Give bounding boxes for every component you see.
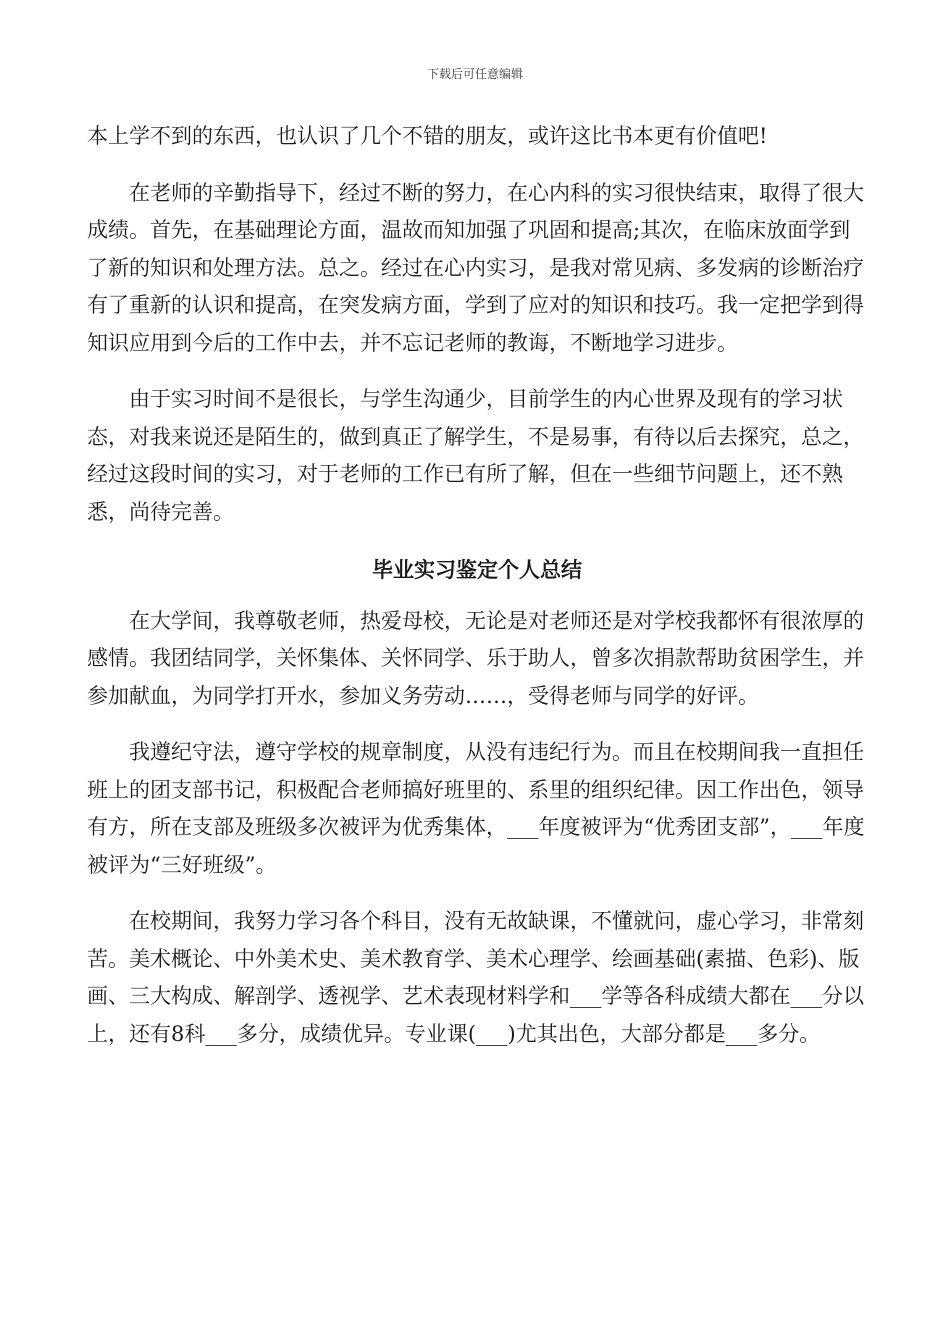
paragraph-academics: 在校期间，我努力学习各个科目，没有无故缺课，不懂就问，虚心学习，非常刻苦。美术概论、中外美术史、美术教育学、美术心理学、绘画基础(素描、色彩)、版画、三大构成、解剖学、透视学、艺术表现材料学和___学等各科成绩大都在___分以上，还有8科___多分，成绩优异。专业课(___)尤其出色，大部分都是___多分。 (87, 909, 864, 1046)
paragraph-continuation: 本上学不到的东西，也认识了几个不错的朋友，或许这比书本更有价值吧! (87, 124, 768, 148)
page-header-note: 下载后可任意编辑 (426, 67, 523, 81)
paragraph-internship-cardiology: 在老师的辛勤指导下，经过不断的努力，在心内科的实习很快结束，取得了很大成绩。首先，在基础理论方面，温故而知加强了巩固和提高;其次，在临床放面学到了新的知识和处理方法。总之。经过在心内实习，是我对常见病、多发病的诊断治疗有了重新的认识和提高，在突发病方面，学到了应对的知识和技巧。我一定把学到得知识应用到今后的工作中去，并不忘记老师的教诲，不断地学习进步。 (87, 180, 864, 355)
paragraph-internship-students: 由于实习时间不是很长，与学生沟通少，目前学生的内心世界及现有的学习状态，对我来说还是陌生的，做到真正了解学生，不是易事，有待以后去探究，总之，经过这段时间的实习，对于老师的工作已有所了解，但在一些细节问题上，还不熟悉，尚待完善。 (87, 387, 864, 524)
paragraph-discipline: 我遵纪守法，遵守学校的规章制度，从没有违纪行为。而且在校期间我一直担任班上的团支部书记，积极配合老师搞好班里的、系里的组织纪律。因工作出色，领导有方，所在支部及班级多次被评为优秀集体，___年度被评为“优秀团支部”，___年度被评为“三好班级”。 (87, 740, 865, 877)
document-body (87, 118, 867, 1053)
paragraph-respect-teachers: 在大学间，我尊敬老师，热爱母校，无论是对老师还是对学校我都怀有很浓厚的感情。我团结同学，关怀集体、关怀同学、乐于助人，曾多次捐款帮助贫困学生，并参加献血，为同学打开水，参加义务劳动……，受得老师与同学的好评。 (87, 608, 864, 708)
section-title: 毕业实习鉴定个人总结 (372, 557, 582, 582)
